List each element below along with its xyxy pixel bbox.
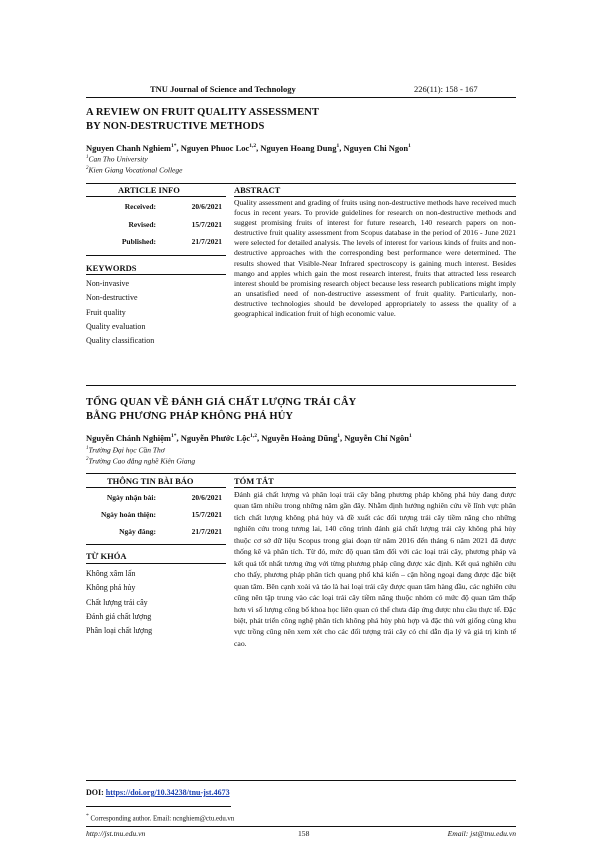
- english-end-rule: [86, 385, 516, 386]
- english-title-line2: BY NON-DESTRUCTIVE METHODS: [86, 121, 265, 132]
- section-rule: [86, 473, 516, 474]
- received-date: Received: 20/6/2021: [124, 202, 222, 211]
- keyword: Non-invasive: [86, 279, 130, 288]
- doi-link[interactable]: https://doi.org/10.34238/tnu-jst.4673: [105, 788, 230, 797]
- author-name: Nguyễn Chí Ngôn: [344, 433, 409, 443]
- keyword: Đánh giá chất lượng: [86, 611, 152, 621]
- vietnamese-abstract-text: Đánh giá chất lượng và phân loại trái cây bằng phương pháp không phá hủy đang được quan tâm nhiều trong những năm gần đây. Nhằm định hướng nghiên cứu về lĩnh vực phân tích chất lượng không phá hủy và đề xuất các đối tượng trái cây tiềm năng cho những nghiên cứu trong tương lai, 140 công trình đánh giá chất lượng trái cây không phá hủy thuộc cơ sở dữ liệu Scopus trong giai đoạn từ năm 2016 đến tháng 6 năm 2021 đã được thống kê và phân tích. Từ đó, mức độ quan tâm đối với các loại trái cây, phương pháp và kết quả tốt nhất tương ứng với từng phương pháp cũng được xác định. Kết quả nghiên cứu cho thấy, phương pháp phân tích quang phổ khả kiến – cận hồng ngoại đang được đặc biệt quan tâm. Bên cạnh xoài và táo là hai loại trái cây được quan tâm hàng đầu, các nghiên cứu cũng nên tập trung vào các loại trái cây tiềm năng thuộc nhóm có mức độ quan tâm thấp hơn vì số lượng công bố khoa học liên quan có thể chưa đáp ứng được nhu cầu thực tế. Đặc biệt, phát triển công nghệ phân tích không phá hủy phù hợp và đặc thù với giống cùng khu vực trồng cũng nên xem xét cho các đối tượng trái cây có chỉ dẫn địa lý và giá trị kinh tế cao.: [234, 490, 516, 648]
- english-keyword-list: [86, 277, 154, 348]
- author-sup: 1*: [171, 143, 177, 150]
- affiliation: $^2$Kien Giang Vocational College: [86, 165, 183, 175]
- article-info-heading: ARTICLE INFO: [118, 185, 180, 195]
- keyword: Phân loại chất lượng: [86, 626, 153, 636]
- affiliation: $^1$Trường Đại học Cần Thơ: [86, 445, 165, 455]
- author-sup: 1*: [171, 433, 177, 440]
- abstract-heading: ABSTRACT: [234, 185, 281, 195]
- vietnamese-authors: Nguyễn Chánh Nghiệm$^{1*}$, Nguyễn Phước Lộc$^{1,2}$, Nguyễn Hoàng Dũng$^1$, Nguyễn Chí Ngôn$^1$: [86, 433, 412, 443]
- english-affiliations: [86, 153, 182, 175]
- doi-label: DOI:: [86, 788, 104, 797]
- keyword: Quality classification: [86, 336, 155, 346]
- author-name: Nguyen Chi Ngon: [343, 143, 409, 153]
- keywords-heading: KEYWORDS: [86, 263, 137, 273]
- abstract-rule: [234, 196, 516, 197]
- keyword: Fruit quality: [86, 307, 126, 317]
- revised-date: Revised: 15/7/2021: [128, 220, 222, 229]
- keyword: Non-destructive: [86, 293, 138, 303]
- author-name: Nguyễn Chánh Nghiệm: [86, 433, 172, 443]
- published-date: Ngày đăng: 21/7/2021: [119, 527, 222, 536]
- published-date: Published: 21/7/2021: [121, 237, 222, 246]
- footnote-text: Corresponding author.: [90, 815, 152, 823]
- footer-email: Email: jst@tnu.edu.vn: [447, 829, 516, 838]
- article-info-rule: [86, 487, 226, 488]
- author-sup: 1: [409, 433, 412, 440]
- vietnamese-keyword-list: [86, 567, 152, 638]
- footer-website[interactable]: http://jst.tnu.edu.vn: [86, 829, 146, 838]
- author-name: Nguyễn Phước Lộc: [180, 433, 251, 443]
- vietnamese-end-rule: [86, 780, 516, 781]
- keyword: Không phá hủy: [86, 583, 136, 593]
- affiliation: $^1$Can Tho University: [86, 154, 148, 164]
- abstract-rule: [234, 487, 516, 488]
- english-authors: Nguyen Chanh Nghiem$^{1*}$, Nguyen Phuoc Loc$^{1,2}$, Nguyen Hoang Dung$^1$, Nguyen Chi Ngon$^1$: [86, 143, 411, 153]
- issue-pages: 226(11): 158 - 167: [414, 84, 478, 94]
- received-date: Ngày nhận bài: 20/6/2021: [106, 493, 222, 502]
- doi: [86, 788, 230, 797]
- author-sup: 1: [337, 433, 341, 440]
- keywords-rule-top: [86, 255, 226, 256]
- keywords-rule-top: [86, 544, 226, 545]
- keywords-rule: [86, 563, 226, 564]
- footnote-email: ncnghiem@ctu.edu.vn: [172, 815, 235, 823]
- keywords-heading: TỪ KHÓA: [86, 551, 127, 561]
- affiliation: $^2$Trường Cao đẳng nghề Kiên Giang: [86, 456, 196, 466]
- revised-date: Ngày hoàn thiện: 15/7/2021: [100, 510, 222, 519]
- author-sup: 1,2: [250, 433, 257, 440]
- author-sup: 1: [408, 143, 411, 150]
- author-name: Nguyen Phuoc Loc: [180, 143, 250, 153]
- keyword: Không xâm lấn: [86, 569, 136, 578]
- author-sup: 1,2: [249, 143, 257, 150]
- section-rule: [86, 183, 516, 184]
- footnote-rule: [86, 806, 231, 807]
- journal-name: TNU Journal of Science and Technology: [150, 84, 296, 94]
- footnote-email-label: Email:: [153, 815, 172, 823]
- footnote: [86, 813, 234, 822]
- keyword: Quality evaluation: [86, 321, 146, 331]
- vietnamese-affiliations: [86, 444, 195, 466]
- author-name: Nguyễn Hoàng Dũng: [261, 433, 338, 443]
- vietnamese-title-line2: BẰNG PHƯƠNG PHÁP KHÔNG PHÁ HỦY: [86, 411, 294, 422]
- footer-rule: [86, 826, 516, 827]
- author-name: Nguyen Hoang Dung: [260, 143, 337, 153]
- english-abstract-text: Quality assessment and grading of fruits using non-destructive methods have received much focus in recent years. To provide guidelines for research on non-destructive methods and suggest promising fruits of interest for future research, 140 research papers on non-destructive fruit quality assessment from Scopus database in the period of 2016 - June 2021 were selected for detailed analysis. The levels of interest for various kinds of fruits and non-destructive approaches with the corresponding best performance were determined. The results showed that Visible-Near Infrared spectroscopy is gaining much interest. Besides mango and apples which gain the most research interest, fruits that attracted less research interest should be promising research object because less research publications might imply an unsatisfied need of non-destructive assessment of fruit quality. Particularly, non-destructive technologies should be developed appropriately to assess the quality of a geographical indication fruit of high economic value.: [234, 198, 516, 319]
- author-name: Nguyen Chanh Nghiem: [86, 143, 172, 153]
- keyword: Chất lượng trái cây: [86, 597, 148, 607]
- english-title-line1: A REVIEW ON FRUIT QUALITY ASSESSMENT: [86, 107, 320, 118]
- footnote-mark: *: [86, 813, 89, 819]
- article-info-rule: [86, 196, 226, 197]
- vietnamese-title: [86, 396, 356, 424]
- abstract-heading: TÓM TẮT: [234, 476, 274, 486]
- header-rule: [86, 97, 516, 98]
- page-number: 158: [298, 829, 310, 838]
- vietnamese-title-line1: TỔNG QUAN VỀ ĐÁNH GIÁ CHẤT LƯỢNG TRÁI CÂY: [86, 397, 357, 408]
- article-info-heading: THÔNG TIN BÀI BÁO: [107, 476, 194, 486]
- english-title: [86, 106, 319, 134]
- author-sup: 1: [336, 143, 340, 150]
- keywords-rule: [86, 274, 226, 275]
